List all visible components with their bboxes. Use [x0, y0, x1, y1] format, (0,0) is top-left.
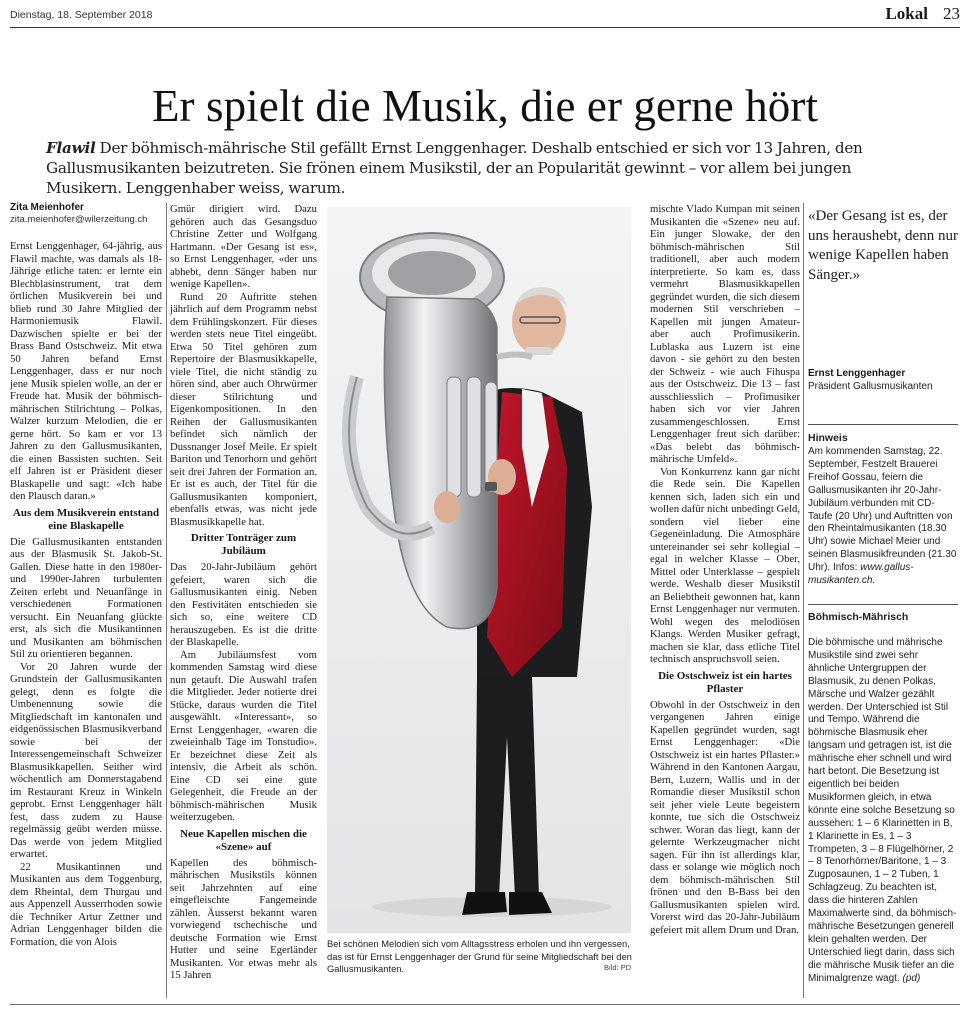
divider	[808, 604, 958, 605]
subheading: Aus dem Musikverein entstand eine Blaskapelle	[12, 506, 160, 532]
paragraph: Das 20-Jahr-Jubiläum gehört gefeiert, waren sich die Gallusmusikanten einig. Neben den Festivitäten entschieden sie sich so, eine weitere CD herauszugeben. Es ist die dritte der Blaskapelle.	[170, 561, 317, 648]
lead-place: Flawil	[46, 139, 96, 157]
quote-author-role: Präsident Gallusmusikanten	[808, 381, 933, 392]
paragraph: Obwohl in der Ostschweiz in den vergangenen Jahren einige Kapellen gegründet wurden, sagt Ernst Lenggenhager: «Die Ostschweiz ist ein hartes Pflaster.» Während in den Kantonen Aargau, Bern, Luzern, Wallis und in der Romandie dieser Musikstil schon seit jeher viele Leute begeistern konnte, tue sich die Ostschweiz schwer. Woran das liegt, kann der gelernte Werkzeugmacher nicht sagen. Für ihn ist allerdings klar, dass er solange wie möglich noch dem böhmisch-mährischen Stil frönen und den B-Bass bei den Gallusmusikanten spielen wird. Vorerst wird das 20-Jahr-Jubiläum gefeiert mit allem Drum und Dran.	[650, 698, 800, 936]
infobox	[808, 611, 958, 985]
author-name: Zita Meienhofer	[10, 202, 84, 213]
hinweis-title: Hinweis	[808, 432, 848, 444]
lead-paragraph	[46, 138, 926, 198]
paragraph: Von Konkurrenz kann gar nicht die Rede sein. Die Kapellen kennen sich, laden sich ein und wollen dafür nicht unbedingt Geld, sondern viel lieber eine Gegeneinladung. Die Atmosphäre untereinander sei sehr kollegial – egal in welcher Klasse – Ober, Mittel oder Unterklasse – gespielt werde. Weshalb dieser Musikstil an Beliebtheit gewonnen hat, kann Ernst Lenggenhager nur vermuten. Wohl wegen des melodiösen Klangs. Werden Musiker gefragt, machen sie klar, dass etliche Titel technisch anspruchsvoll seien.	[650, 465, 800, 665]
hinweis-link[interactable]: www.gallus-musikanten.ch.	[808, 562, 914, 587]
pull-quote: «Der Gesang ist es, der uns heraushebt, denn nur wenige Kapellen haben Sänger.»	[808, 208, 958, 283]
subheading: Dritter Tonträger zum Jubiläum	[190, 532, 297, 557]
hinweis-text: Am kommenden Samstag, 22. September, Festzelt Brauerei Freihof Gossau, feiern die Gallusmusikanten ihr 20-Jahr-Jubiläum verbunden mit CD-Taufe (20 Uhr) und Auftritten von den Rheintalmusikanten (18.30 Uhr) sowie Michael Meier und seinen Blasmusikfreunden (21.30 Uhr). Infos:	[808, 446, 957, 574]
column-rule	[166, 203, 167, 998]
section-name: Lokal	[885, 4, 928, 23]
subheading: Neue Kapellen mischen die «Szene» auf	[180, 827, 307, 853]
paragraph: Ernst Lenggenhager, 64-jährig, aus Flawil machte, was damals als 18-Jährige etliche taten: er lernte ein Blechblasinstrument, trat dem örtlichen Musikverein bei und blieb rund 30 Jahre Mitglied der Harmoniemusik Flawil. Dazwischen spielte er bei der Brass Band Ostschweiz. Mit etwa 50 Jahren befand Ernst Lenggenhager, dass er nur noch jene Musik spielen wolle, an der er Freude hat. Musik der böhmisch-mährischen Stilrichtung – Polkas, Walzer kurzum Melodien, die er gerne hört. So kam er vor 13 Jahren zu den Gallusmusikanten, die einen Bassisten suchten. Seit elf Jahren ist er Präsident dieser Blaskapelle und sagt: «Ich habe den Plausch daran.»	[10, 240, 162, 502]
quote-author: Ernst Lenggenhager	[808, 368, 906, 379]
paragraph: Die Gallusmusikanten entstanden aus der Blasmusik St. Jakob-St. Gallen. Diese hatte in den 1980er- und 1990er-Jahren turbulenten Zeiten erlebt und Neuanfänge in verschiedenen Formationen versucht. Ein Neuanfang glückte erst, als sich die Musikantinnen und Musikanten am böhmischen Stil zu orientieren begannen.	[10, 535, 162, 660]
paragraph: Kapellen des böhmisch-mährischen Musikstils können seit Jahrzehnten auf eine eingefleischte Fangemeinde zählen. Äusserst bekannt waren vorwiegend tschechische und deutsche Formation wie Ernst Hutter und seine Egerländer Musikanten. Vor etwas mehr als 15 Jahren	[170, 856, 317, 981]
article-column-1	[10, 240, 162, 948]
photo-credit: Bild: PD	[604, 963, 632, 972]
paragraph: mischte Vlado Kumpan mit seinen Musikanten die «Szene» neu auf. Ein junger Slowake, der den böhmisch-mährischen Stil traditionell, aber auch modern interpretierte. So kam es, dass vermehrt Blasmusikkapellen gegründet wurden, die sich diesem modernen Stil verschrieben – Kapellen mit jungen Amateur- aber auch Profimusikerin. Lublaska aus Luzern ist eine davon - sie gehört zu den besten der Schweiz - wie auch Fihuspa aus der Ostschweiz. Die 13 – fast ausschliesslich – Profimusiker haben sich vor vier Jahren zusammengeschlossen. Ernst Lenggenhager freut sich darüber: «Das belebt das böhmisch-mährische Umfeld».	[650, 203, 800, 465]
photo-caption: Bei schönen Melodien sich vom Alltagsstress erholen und ihn vergessen, das ist für Ernst Lenggenhager der Grund für seine Mitgliedschaft bei den Gallusmusikanten.	[327, 938, 632, 974]
page-number: 23	[943, 4, 960, 23]
article-column-2	[170, 203, 317, 982]
paragraph: 22 Musikantinnen und Musikanten aus dem Toggenburg, dem Rheintal, dem Thurgau und aus Appenzell Ausserrhoden sowie die Techniker Artur Zettner und Adrian Lenggenhager bilden die Formation, die von Alois	[10, 860, 162, 948]
subheading: Die Ostschweiz ist ein hartes Pflaster	[658, 669, 792, 695]
euphonium-player-illustration	[327, 207, 631, 933]
page-header	[10, 4, 960, 28]
infobox-title: Böhmisch-Mährisch	[808, 611, 909, 623]
divider	[808, 424, 958, 425]
paragraph: Rund 20 Auftritte stehen jährlich auf dem Programm nebst dem Frühlingskonzert. Für dieses werden stets neue Titel eingeübt. Etwa 50 Titel gehören zum Repertoire der Blasmusikkapelle, viele Titel, die nicht ständig zu hören sind, aber auch Ohrwürmer dieser Stilrichtung und Eigenkompositionen. In den Reihen der Gallusmusikanten befindet sich nämlich der Dussnanger Josef Meile. Er spielt Bariton und Tenorhorn und gehört seit drei Jahren der Formation an. Er ist es auch, der Titel für die Gallusmusikanten komponiert, ebenfalls etwas, was nicht jede Blasmusikkapelle hat.	[170, 290, 317, 528]
lead-text: Der böhmisch-mährische Stil gefällt Ernst Lenggenhager. Deshalb entschied er sich vor 13 Jahren, den Gallusmusikanten beizutreten. Sie frönen einem Musikstil, der an Popularität gewinnt – vor allem bei jungen Musikern. Lenggenhaber weiss, warum.	[46, 139, 863, 197]
hinweis-box	[808, 432, 958, 588]
author-email[interactable]: zita.meienhofer@wilerzeitung.ch	[10, 214, 148, 225]
paragraph: Am Jubiläumsfest vom kommenden Samstag wird diese nun getauft. Die Auswahl trafen die Mitglieder. Jeder notierte drei Stücke, daraus wurden die Titel ausgewählt. «Interessant», so Ernst Lenggenhager, «waren die zweieinhalb Tage im Tonstudio». Er bezeichnet diese Zeit als intensiv, die Arbeit als schön. Eine CD sei eine gute Gelegenheit, die Freude an der böhmisch-mährischen Musik weiterzugeben.	[170, 648, 317, 823]
issue-date: Dienstag, 18. September 2018	[10, 9, 153, 21]
article-column-3	[650, 203, 800, 936]
paragraph: Gmür dirigiert wird. Dazu gehören auch das Gesangsduo Christine Zetter und Wolfgang Hartmann. «Der Gesang ist es», so Ernst Lenggenhager, «der uns abhebt, denn Sänger haben nur wenige Kapellen».	[170, 203, 317, 290]
infobox-text: Die böhmische und mährische Musikstile sind zwei sehr ähnliche Untergruppen der Blasmusik, zu denen Polkas, Märsche und Walzer gezählt werden. Der Unterschied ist Stil und Tempo. Während die böhmische Blasmusik eher langsam und getragen ist, ist die mährische eher schnell und wird hart betont. Die Besetzung ist eigentlich bei beiden Musikformen gleich, in etwa könnte eine solche Besetzung so aussehen: 1 – 6 Klarinetten in B, 1 Klarinette in Es, 1 – 3 Trompeten, 3 – 8 Flügelhörner, 2 – 8 Tenorhörner/Baritone, 1 – 3 Zugposaunen, 1 – 2 Tuben, 1 Schlagzeug. Zu beachten ist, dass die hinteren Zahlen Maximalwerte sind, da böhmisch-mährische Besetzungen generell klein gehalten werden. Der Unterschied liegt darin, dass sich die mährische Musik tiefer an die Minimalgrenze wagt.	[808, 637, 957, 984]
infobox-signature: (pd)	[902, 972, 921, 984]
paragraph: Vor 20 Jahren wurde der Grundstein der Gallusmusikanten gelegt, denn es folgte die Umbenennung sowie die Mitgliedschaft im kantonalen und eidgenössischen Blasmusikverband sowie bei der Interessengemeinschaft Schweizer Blasmusikkapellen. Seither wird wöchentlich am Donnerstagabend im Restaurant Kreuz in Winkeln geprobt. Ernst Lenggenhager hält fest, dass zudem zu Hause regelmässig geübt werden müsse. Das werde von jedem Mitglied erwartet.	[10, 660, 162, 860]
article-photo	[327, 207, 631, 933]
column-rule	[803, 203, 804, 998]
headline: Er spielt die Musik, die er gerne hört	[151, 81, 819, 131]
footer-rule	[10, 1004, 960, 1005]
